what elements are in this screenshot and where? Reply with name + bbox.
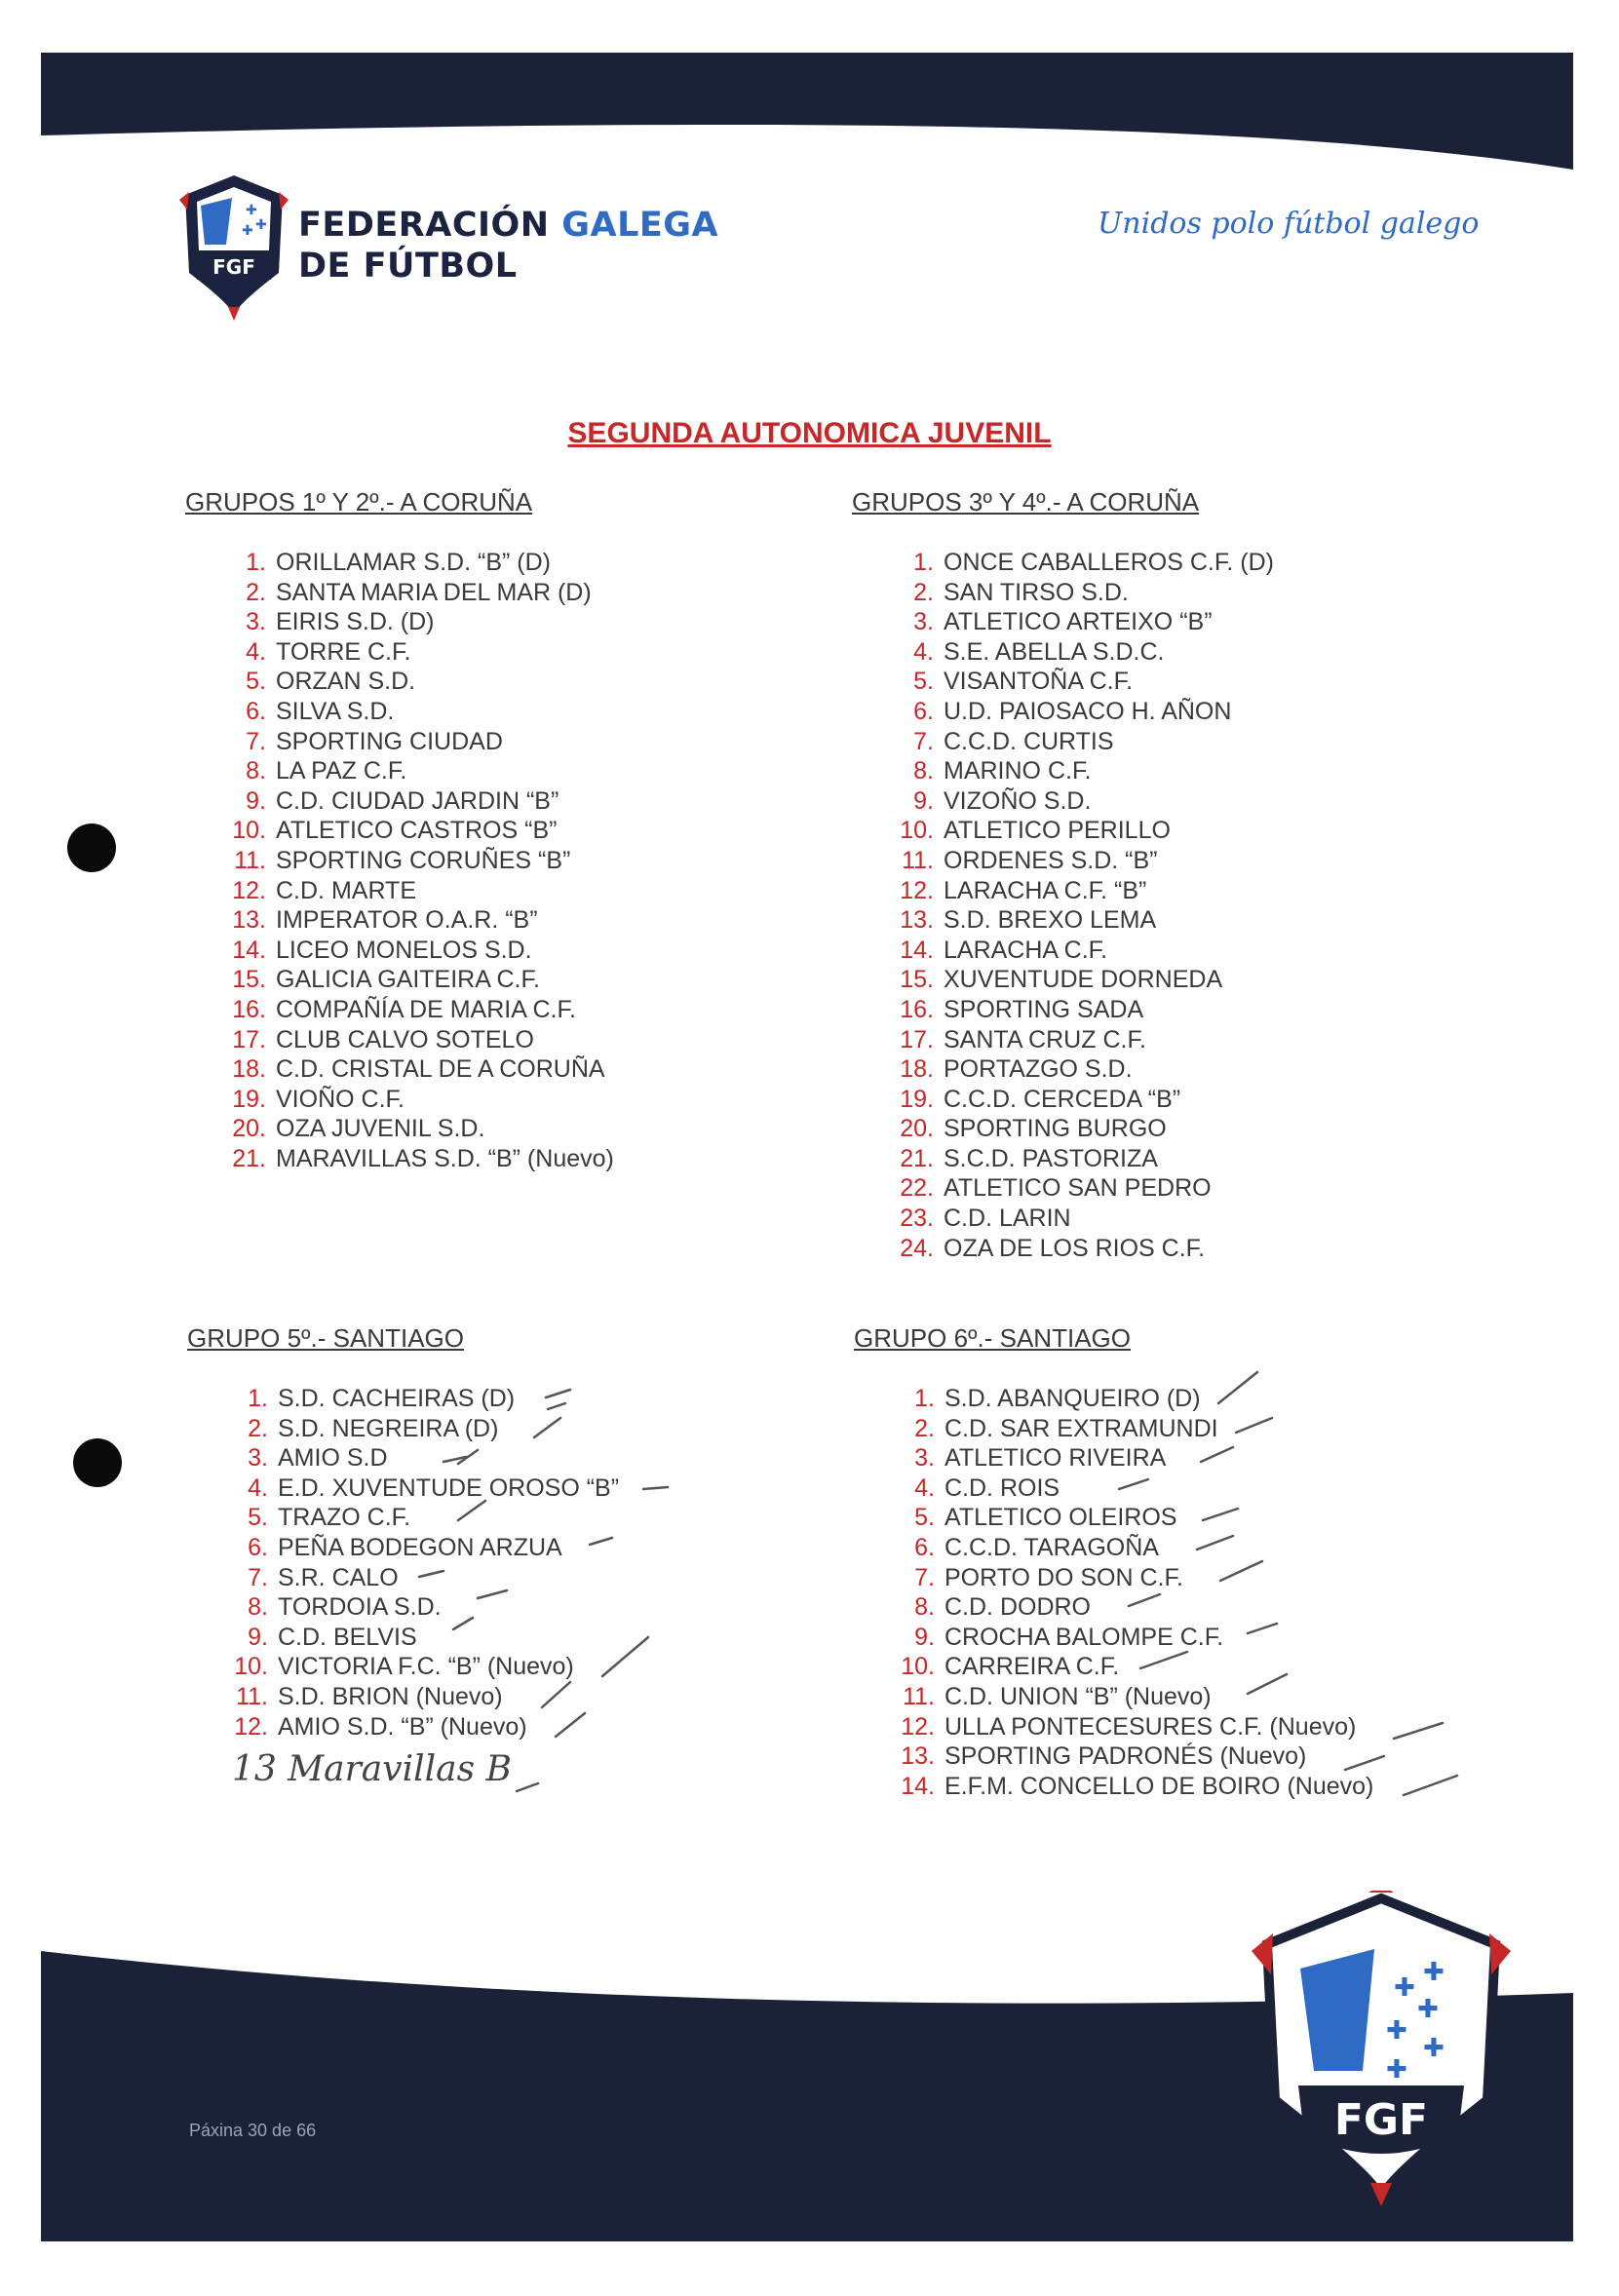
team-number: 22. <box>900 1174 934 1203</box>
team-number: 2. <box>914 1414 935 1442</box>
team-list-item <box>892 756 1274 786</box>
team-name: AMIO S.D. “B” (Nuevo) <box>278 1712 527 1741</box>
team-number: 18. <box>900 1055 934 1084</box>
team-number: 4. <box>914 1473 935 1502</box>
team-name: SILVA S.D. <box>276 697 395 725</box>
svg-text:✚: ✚ <box>1386 2016 1407 2046</box>
svg-text:FGF: FGF <box>212 255 255 279</box>
team-name: VISANTOÑA C.F. <box>944 668 1134 696</box>
team-name: ULLA PONTECESURES C.F. (Nuevo) <box>944 1712 1357 1741</box>
team-name: LA PAZ C.F. <box>276 757 407 785</box>
team-name: C.D. MARTE <box>276 876 416 904</box>
team-list-item <box>224 727 614 757</box>
team-number: 5. <box>914 1504 935 1532</box>
team-number: 19. <box>232 1085 266 1113</box>
team-list-item <box>893 1563 1373 1593</box>
team-list-item <box>226 1652 619 1682</box>
team-list-item <box>226 1563 619 1593</box>
svg-text:✚: ✚ <box>1423 2034 1445 2063</box>
team-list-item <box>226 1712 619 1742</box>
document-title: SEGUNDA AUTONOMICA JUVENIL <box>567 417 1052 449</box>
team-list-item <box>893 1682 1373 1712</box>
team-number: 5. <box>246 668 266 696</box>
team-list-item <box>224 1144 614 1174</box>
team-number: 11. <box>902 846 934 874</box>
team-name: E.D. XUVENTUDE OROSO “B” <box>278 1473 620 1502</box>
team-name: SPORTING CIUDAD <box>276 727 503 755</box>
team-name: S.C.D. PASTORIZA <box>944 1144 1158 1172</box>
team-name: S.D. CACHEIRAS (D) <box>278 1385 516 1412</box>
team-list-item <box>893 1623 1373 1653</box>
svg-text:✚: ✚ <box>1386 2055 1407 2085</box>
team-list-item <box>893 1503 1373 1533</box>
team-list-item <box>892 1173 1274 1204</box>
team-number: 9. <box>913 786 934 815</box>
punch-hole <box>67 823 116 872</box>
team-list-item <box>226 1473 619 1504</box>
team-name: LARACHA C.F. <box>944 936 1108 964</box>
slogan: Unidos polo fútbol galego <box>1098 207 1480 241</box>
page-number: Páxina 30 de 66 <box>189 2121 317 2140</box>
team-list-item <box>224 876 614 906</box>
team-number: 4. <box>913 637 934 666</box>
team-number: 18. <box>232 1055 266 1084</box>
team-number: 16. <box>232 995 266 1023</box>
team-list-item <box>226 1443 619 1473</box>
team-name: ORDENES S.D. “B” <box>944 846 1158 874</box>
team-number: 24. <box>900 1234 934 1262</box>
team-name: EIRIS S.D. (D) <box>276 608 435 636</box>
team-number: 6. <box>246 697 266 725</box>
team-list-item <box>892 548 1274 578</box>
team-list-item <box>892 936 1274 966</box>
team-list-item <box>224 697 614 727</box>
team-number: 5. <box>913 668 934 696</box>
team-number: 19. <box>900 1085 934 1113</box>
team-list-item <box>224 905 614 936</box>
team-list-item <box>892 727 1274 757</box>
team-list-item <box>226 1623 619 1653</box>
team-list-item <box>224 1114 614 1144</box>
team-list-item <box>226 1384 619 1414</box>
team-name: OZA DE LOS RIOS C.F. <box>944 1234 1206 1262</box>
team-name: PORTO DO SON C.F. <box>944 1563 1183 1591</box>
fgf-badge-logo <box>1250 1891 1513 2207</box>
header-band <box>41 53 1573 170</box>
team-name: SPORTING SADA <box>944 995 1144 1023</box>
handwritten-note: 13 Maravillas B <box>232 1749 512 1789</box>
team-name: SPORTING PADRONÉS (Nuevo) <box>944 1742 1307 1771</box>
team-list-item <box>224 995 614 1025</box>
team-name: C.D. SAR EXTRAMUNDI <box>944 1414 1218 1442</box>
team-name: LICEO MONELOS S.D. <box>276 936 532 964</box>
team-name: MARINO C.F. <box>944 757 1092 785</box>
team-name: CROCHA BALOMPE C.F. <box>944 1623 1224 1651</box>
team-name: MARAVILLAS S.D. “B” (Nuevo) <box>276 1144 614 1172</box>
team-list-item <box>892 1114 1274 1144</box>
team-number: 17. <box>232 1025 266 1053</box>
team-name: S.D. ABANQUEIRO (D) <box>944 1385 1201 1412</box>
team-number: 17. <box>900 1025 934 1053</box>
team-name: C.D. UNION “B” (Nuevo) <box>944 1682 1212 1710</box>
team-name: E.F.M. CONCELLO DE BOIRO (Nuevo) <box>944 1772 1374 1800</box>
svg-text:✚: ✚ <box>255 217 267 233</box>
team-number: 13. <box>232 906 266 935</box>
team-name: SANTA MARIA DEL MAR (D) <box>276 578 592 606</box>
team-list-item <box>224 667 614 697</box>
team-list-item <box>892 816 1274 846</box>
team-name: SPORTING BURGO <box>944 1115 1167 1143</box>
team-list-item <box>893 1473 1373 1504</box>
team-name: CARREIRA C.F. <box>944 1653 1120 1681</box>
svg-text:✚: ✚ <box>1394 1973 1415 2003</box>
team-number: 16. <box>900 995 934 1023</box>
team-number: 8. <box>914 1593 935 1622</box>
team-list-item <box>224 816 614 846</box>
team-number: 14. <box>901 1772 935 1800</box>
team-number: 10. <box>234 1653 268 1681</box>
team-list-item <box>892 607 1274 637</box>
team-name: S.R. CALO <box>278 1563 399 1591</box>
team-number: 10. <box>901 1653 935 1681</box>
team-list-item <box>224 756 614 786</box>
team-name: VIZOÑO S.D. <box>944 786 1092 815</box>
team-list-item <box>224 936 614 966</box>
team-list-item <box>224 548 614 578</box>
team-number: 14. <box>900 936 934 964</box>
svg-text:FGF: FGF <box>1333 2095 1429 2145</box>
team-number: 3. <box>248 1444 268 1473</box>
team-name: C.C.D. CURTIS <box>944 727 1114 755</box>
team-number: 3. <box>913 608 934 636</box>
team-number: 7. <box>914 1563 935 1591</box>
group-title: GRUPOS 3º Y 4º.- A CORUÑA <box>852 487 1200 517</box>
team-name: CLUB CALVO SOTELO <box>276 1025 534 1053</box>
svg-text:✚: ✚ <box>246 203 257 218</box>
team-list-item <box>226 1592 619 1623</box>
team-name: OZA JUVENIL S.D. <box>276 1115 485 1143</box>
team-name: C.D. ROIS <box>944 1473 1060 1502</box>
team-list-item <box>224 786 614 817</box>
team-number: 8. <box>248 1593 268 1622</box>
team-list-group-3-4 <box>892 548 1274 1263</box>
team-number: 15. <box>900 966 934 994</box>
team-number: 14. <box>232 936 266 964</box>
team-number: 9. <box>246 786 266 815</box>
team-list-item <box>892 1144 1274 1174</box>
team-number: 6. <box>914 1533 935 1561</box>
team-list-item <box>893 1772 1373 1802</box>
team-list-item <box>892 995 1274 1025</box>
svg-text:✚: ✚ <box>242 223 253 239</box>
team-name: COMPAÑÍA DE MARIA C.F. <box>276 995 576 1023</box>
team-name: SAN TIRSO S.D. <box>944 578 1129 606</box>
team-number: 13. <box>901 1742 935 1771</box>
team-name: ATLETICO SAN PEDRO <box>944 1174 1212 1203</box>
team-list-item <box>224 607 614 637</box>
brand-word-2: GALEGA <box>561 206 719 245</box>
team-number: 5. <box>248 1504 268 1532</box>
team-name: S.D. NEGREIRA (D) <box>278 1414 499 1442</box>
team-name: C.D. CRISTAL DE A CORUÑA <box>276 1055 605 1084</box>
team-list-item <box>892 876 1274 906</box>
team-name: ATLETICO RIVEIRA <box>944 1444 1167 1473</box>
team-list-item <box>893 1384 1373 1414</box>
team-number: 10. <box>900 817 934 845</box>
team-number: 20. <box>900 1115 934 1143</box>
team-number: 7. <box>248 1563 268 1591</box>
team-list-item <box>893 1533 1373 1563</box>
team-list-item <box>892 846 1274 876</box>
team-number: 1. <box>914 1385 935 1412</box>
team-number: 11. <box>234 846 266 874</box>
team-name: ATLETICO OLEIROS <box>944 1504 1177 1532</box>
team-number: 6. <box>913 697 934 725</box>
team-list-item <box>893 1712 1373 1742</box>
team-name: C.C.D. TARAGOÑA <box>944 1533 1159 1561</box>
team-number: 3. <box>914 1444 935 1473</box>
team-name: SANTA CRUZ C.F. <box>944 1025 1146 1053</box>
team-name: AMIO S.D <box>278 1444 388 1473</box>
team-number: 6. <box>248 1533 268 1561</box>
team-list-item <box>224 1025 614 1055</box>
team-name: ATLETICO ARTEIXO “B” <box>944 608 1213 636</box>
team-name: TORDOIA S.D. <box>278 1593 442 1622</box>
team-name: PORTAZGO S.D. <box>944 1055 1133 1084</box>
team-list-item <box>892 667 1274 697</box>
team-name: ATLETICO PERILLO <box>944 817 1171 845</box>
team-list-item <box>226 1533 619 1563</box>
team-number: 1. <box>913 549 934 576</box>
team-name: IMPERATOR O.A.R. “B” <box>276 906 538 935</box>
team-name: ONCE CABALLEROS C.F. (D) <box>944 549 1274 576</box>
team-name: C.D. CIUDAD JARDIN “B” <box>276 786 559 815</box>
team-name: SPORTING CORUÑES “B” <box>276 846 571 874</box>
team-name: ORILLAMAR S.D. “B” (D) <box>276 549 551 576</box>
team-number: 4. <box>246 637 266 666</box>
team-name: C.C.D. CERCEDA “B” <box>944 1085 1181 1113</box>
group-title: GRUPOS 1º Y 2º.- A CORUÑA <box>185 487 533 517</box>
team-list-item <box>892 578 1274 608</box>
team-number: 1. <box>248 1385 268 1412</box>
team-number: 8. <box>246 757 266 785</box>
team-list-item <box>893 1592 1373 1623</box>
team-list-item <box>224 965 614 995</box>
team-list-group-1-2 <box>224 548 614 1173</box>
team-number: 3. <box>246 608 266 636</box>
team-name: C.D. BELVIS <box>278 1623 417 1651</box>
federation-name <box>298 205 718 287</box>
team-list-item <box>892 965 1274 995</box>
team-name: S.D. BRION (Nuevo) <box>278 1682 503 1710</box>
team-name: C.D. DODRO <box>944 1593 1091 1622</box>
team-name: TORRE C.F. <box>276 637 411 666</box>
team-number: 2. <box>913 578 934 606</box>
team-number: 21. <box>900 1144 934 1172</box>
brand-word-1: FEDERACIÓN <box>298 206 550 245</box>
team-name: PEÑA BODEGON ARZUA <box>278 1533 562 1561</box>
group-title: GRUPO 6º.- SANTIAGO <box>854 1323 1131 1353</box>
team-list-item <box>226 1414 619 1444</box>
team-number: 7. <box>246 727 266 755</box>
team-name: ORZAN S.D. <box>276 668 416 696</box>
team-number: 12. <box>232 876 266 904</box>
team-number: 11. <box>236 1682 268 1710</box>
fgf-shield-logo <box>175 171 292 322</box>
team-number: 23. <box>900 1205 934 1233</box>
team-list-item <box>224 637 614 668</box>
team-list-item <box>893 1414 1373 1444</box>
team-name: TRAZO C.F. <box>278 1504 411 1532</box>
team-name: GALICIA GAITEIRA C.F. <box>276 966 540 994</box>
team-list-group-6 <box>893 1384 1373 1801</box>
team-name: VIOÑO C.F. <box>276 1085 405 1113</box>
team-number: 1. <box>246 549 266 576</box>
team-list-item <box>893 1652 1373 1682</box>
team-list-item <box>224 1054 614 1085</box>
brand-line-2: DE FÚTBOL <box>298 247 518 286</box>
group-title: GRUPO 5º.- SANTIAGO <box>187 1323 464 1353</box>
team-list-item <box>892 1234 1274 1264</box>
team-number: 21. <box>232 1144 266 1172</box>
team-list-item <box>226 1503 619 1533</box>
team-list-item <box>893 1741 1373 1772</box>
team-name: S.E. ABELLA S.D.C. <box>944 637 1165 666</box>
team-list-item <box>892 905 1274 936</box>
team-list-item <box>892 1054 1274 1085</box>
team-number: 12. <box>901 1712 935 1741</box>
team-number: 2. <box>248 1414 268 1442</box>
team-number: 9. <box>914 1623 935 1651</box>
team-number: 8. <box>913 757 934 785</box>
team-name: XUVENTUDE DORNEDA <box>944 966 1223 994</box>
team-list-item <box>893 1443 1373 1473</box>
team-number: 20. <box>232 1115 266 1143</box>
team-list-item <box>224 846 614 876</box>
team-list-item <box>224 1085 614 1115</box>
team-name: S.D. BREXO LEMA <box>944 906 1157 935</box>
team-number: 12. <box>900 876 934 904</box>
team-number: 7. <box>913 727 934 755</box>
team-number: 13. <box>900 906 934 935</box>
team-number: 15. <box>232 966 266 994</box>
team-list-item <box>892 1025 1274 1055</box>
team-list-item <box>892 637 1274 668</box>
svg-text:✚: ✚ <box>1417 1995 1439 2024</box>
team-list-item <box>892 786 1274 817</box>
team-name: C.D. LARIN <box>944 1205 1071 1233</box>
team-list-item <box>226 1682 619 1712</box>
team-number: 12. <box>234 1712 268 1741</box>
team-name: U.D. PAIOSACO H. AÑON <box>944 697 1232 725</box>
team-list-item <box>892 697 1274 727</box>
team-list-item <box>224 578 614 608</box>
team-number: 11. <box>903 1682 935 1710</box>
team-number: 10. <box>232 817 266 845</box>
team-list-item <box>892 1204 1274 1234</box>
team-number: 9. <box>248 1623 268 1651</box>
team-name: ATLETICO CASTROS “B” <box>276 817 558 845</box>
svg-text:✚: ✚ <box>1423 1958 1445 1987</box>
team-list-item <box>892 1085 1274 1115</box>
team-number: 2. <box>246 578 266 606</box>
team-number: 4. <box>248 1473 268 1502</box>
team-name: LARACHA C.F. “B” <box>944 876 1147 904</box>
team-list-group-5 <box>226 1384 619 1741</box>
punch-hole <box>73 1438 122 1487</box>
team-name: VICTORIA F.C. “B” (Nuevo) <box>278 1653 574 1681</box>
